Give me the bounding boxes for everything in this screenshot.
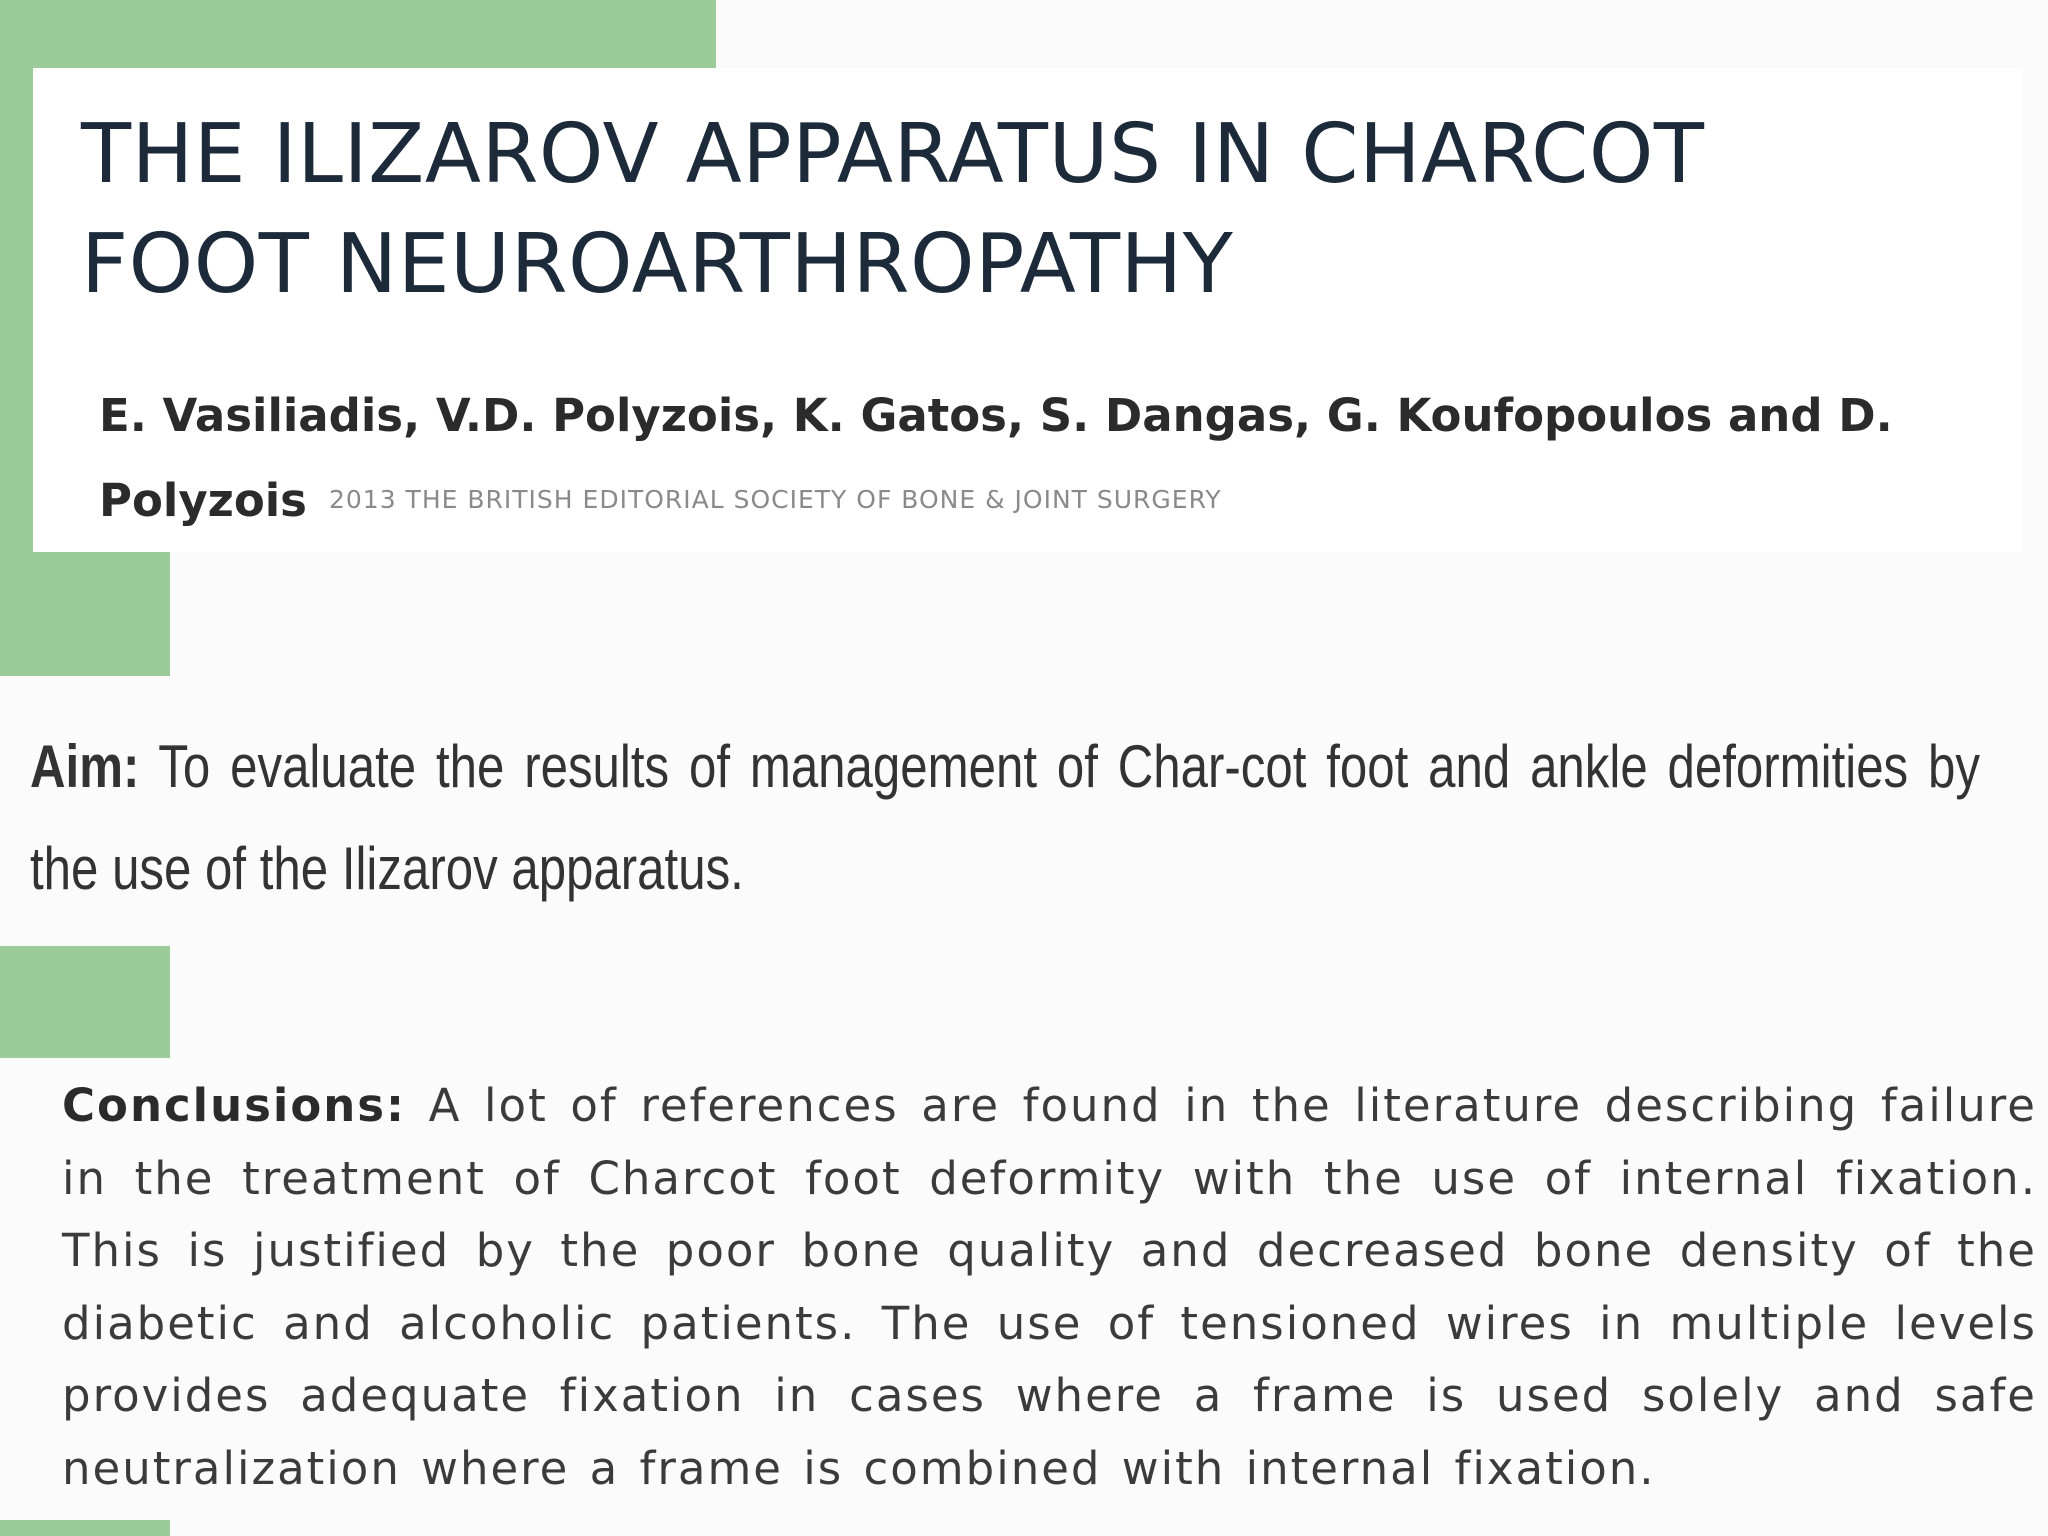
page-title: THE ILIZAROV APPARATUS IN CHARCOT FOOT NEUROARTHROPATHY <box>81 107 1705 312</box>
authors-names: E. Vasiliadis, V.D. Polyzois, K. Gatos, S. Dangas, G. Koufopoulos and D. Polyzois <box>99 389 1893 527</box>
decorative-top-bar <box>0 0 716 68</box>
aim-label: Aim: <box>30 733 140 800</box>
decorative-mid-block <box>0 946 170 1058</box>
decorative-bottom-block <box>0 1520 170 1536</box>
aim-text: To evaluate the results of management of Char-cot foot and ankle deformities by the use of the Ilizarov apparatus. <box>30 733 1980 902</box>
conclusions-label: Conclusions: <box>62 1079 407 1132</box>
conclusions-paragraph <box>62 1070 2037 1505</box>
decorative-left-strip <box>0 68 33 552</box>
citation: 2013 THE BRITISH EDITORIAL SOCIETY OF BONE & JOINT SURGERY <box>328 485 1222 514</box>
header-panel <box>33 68 2023 552</box>
conclusions-text: A lot of references are found in the literature describing failure in the treatment of Charcot foot deformity with the use of internal fixation. This is justified by the poor bone quality and decreased bone density of the diabetic and alcoholic patients. The use of tensioned wires in multiple levels provides adequate fixation in cases where a frame is used solely and safe neutralization where a frame is combined with internal fixation. <box>62 1079 2037 1495</box>
aim-paragraph <box>30 716 1980 920</box>
decorative-left-block <box>0 552 170 676</box>
authors-line <box>99 374 1999 543</box>
